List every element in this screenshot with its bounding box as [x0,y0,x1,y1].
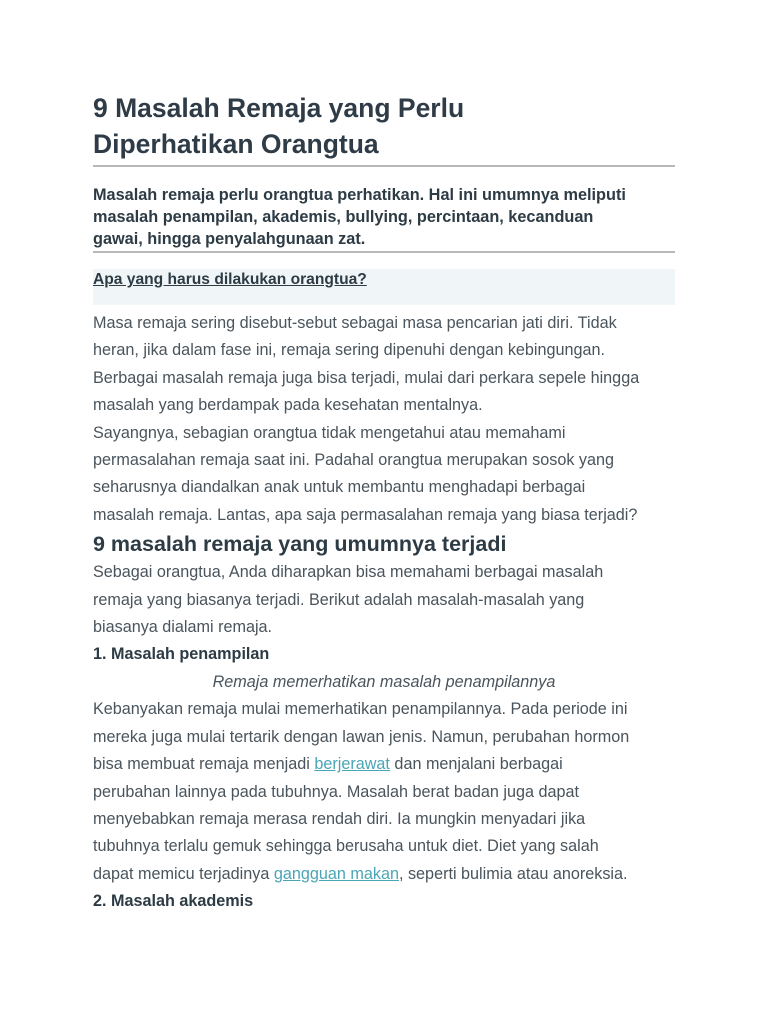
image-caption: Remaja memerhatikan masalah penampilannya [212,672,556,691]
section-line: remaja yang biasanya terjadi. Berikut adalah masalah-masalah yang [93,590,585,609]
section-line: Sebagai orangtua, Anda diharapkan bisa memahami berbagai masalah [93,563,604,582]
item1-text: dapat memicu terjadinya [93,864,274,883]
item1-line [93,751,675,778]
item1-line: menyebabkan remaja merasa rendah diri. Ia mungkin menyadari jika [93,809,586,828]
intro-line: seharusnya diandalkan anak untuk membantu menghadapi berbagai [93,478,586,497]
intro-line: permasalahan remaja saat ini. Padahal orangtua merupakan sosok yang [93,451,615,470]
summary-line: Masalah remaja perlu orangtua perhatikan. Hal ini umumnya meliputi [93,186,626,204]
callout-box [93,269,675,305]
article-title [93,90,675,167]
item2-heading: 2. Masalah akademis [93,892,254,911]
callout-link[interactable]: Apa yang harus dilakukan orangtua? [93,271,367,288]
item1-line: mereka juga mulai tertarik dengan lawan jenis. Namun, perubahan hormon [93,727,630,746]
item1-line: perubahan lainnya pada tubuhnya. Masalah berat badan juga dapat [93,782,580,801]
title-line: Diperhatikan Orangtua [93,129,379,159]
intro-line: Masa remaja sering disebut-sebut sebagai masa pencarian jati diri. Tidak [93,314,617,332]
berjerawat-link[interactable]: berjerawat [314,755,390,774]
intro-line: Berbagai masalah remaja juga bisa terjadi, mulai dari perkara sepele hingga [93,368,640,387]
item1-text: , seperti bulimia atau anoreksia. [398,864,628,883]
summary-line: gawai, hingga penyalahgunaan zat. [93,230,366,248]
item1-line [93,861,675,888]
intro-line: Sayangnya, sebagian orangtua tidak mengetahui atau memahami [93,423,566,442]
intro-line: masalah yang berdampak pada kesehatan mentalnya. [93,396,483,415]
item1-line: tubuhnya terlalu gemuk sehingga berusaha untuk diet. Diet yang salah [93,837,599,856]
section-line: biasanya dialami remaja. [93,618,273,637]
article-summary [93,184,675,253]
item1-heading: 1. Masalah penampilan [93,645,270,664]
section-heading: 9 masalah remaja yang umumnya terjadi [93,532,507,557]
article [93,90,675,916]
item1-line: Kebanyakan remaja mulai memerhatikan penampilannya. Pada periode ini [93,700,628,719]
title-line: 9 Masalah Remaja yang Perlu [93,93,465,123]
gangguan-makan-link[interactable]: gangguan makan [273,864,399,883]
summary-line: masalah penampilan, akademis, bullying, percintaan, kecanduan [93,208,594,226]
intro-paragraph [93,310,675,529]
item1-paragraph [93,696,675,888]
intro-line: masalah remaja. Lantas, apa saja permasalahan remaja yang biasa terjadi? [93,505,638,524]
item1-text: bisa membuat remaja menjadi [93,755,315,774]
item1-text: dan menjalani berbagai [389,755,563,774]
section-paragraph [93,559,675,641]
intro-line: heran, jika dalam fase ini, remaja sering dipenuhi dengan kebingungan. [93,341,606,360]
